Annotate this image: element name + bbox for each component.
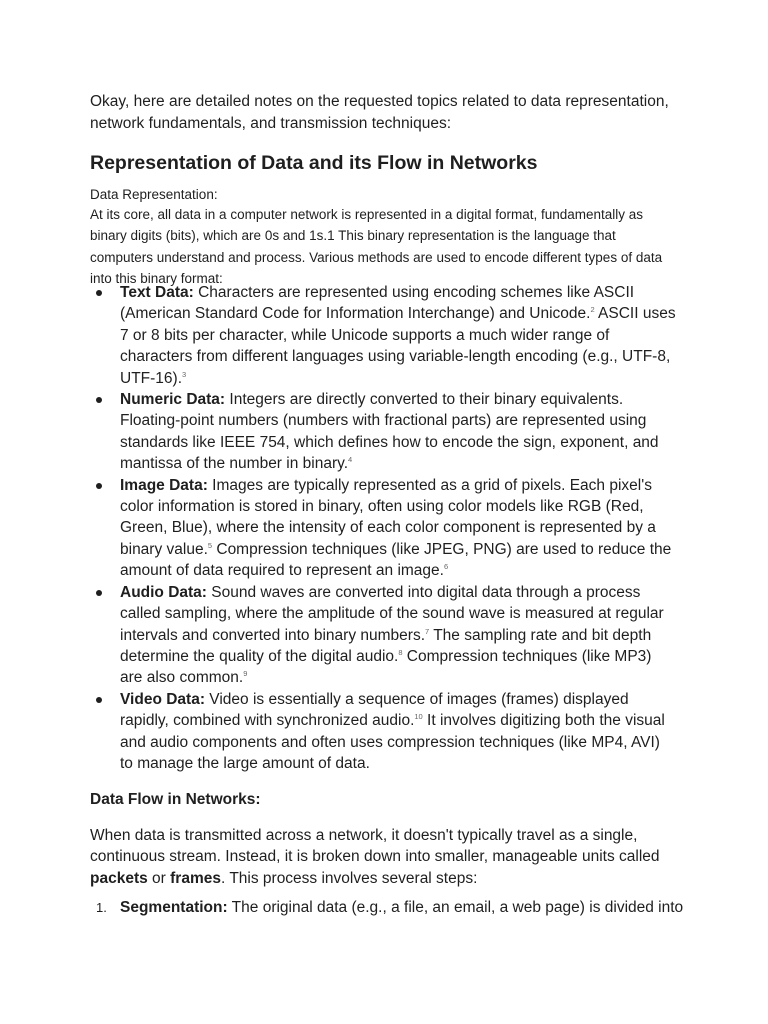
bullet-text: ASCII uses 7 or 8 bits per character, while Unicode supports a much wider range of characters from different languages using variable-length encoding (e.g., UTF-8, UTF-16).	[120, 305, 676, 387]
list-item	[96, 582, 676, 689]
bullet-text: Compression techniques (like MP3) are also common.	[120, 647, 652, 687]
footnote-ref[interactable]: 3	[182, 369, 187, 379]
footnote-ref[interactable]: 2	[590, 305, 595, 315]
data-representation-paragraph: At its core, all data in a computer network is represented in a digital format, fundamentally as binary digits (bits), which are 0s and 1s.1 This binary representation is the language that computers understand and process. Various methods are used to encode different types of data into this binary format:	[90, 207, 663, 286]
data-flow-paragraph	[90, 825, 676, 889]
steps-list	[96, 897, 684, 919]
section-heading: Representation of Data and its Flow in Networks	[90, 152, 538, 174]
footnote-ref[interactable]: 6	[443, 562, 449, 572]
bullet-icon	[96, 397, 102, 403]
intro-paragraph: Okay, here are detailed notes on the requested topics related to data representation, network fundamentals, and transmission techniques:	[90, 93, 669, 132]
paragraph-text: When data is transmitted across a network, it doesn't typically travel as a single, continuous stream. Instead, it is broken down into smaller, manageable units called	[90, 827, 660, 866]
footnote-ref[interactable]: 10	[414, 712, 423, 722]
bullet-term: Text Data:	[120, 284, 194, 301]
data-types-list	[96, 282, 676, 774]
step-term: Segmentation:	[120, 899, 228, 916]
footnote-ref[interactable]: 8	[398, 647, 403, 657]
bullet-icon	[96, 483, 102, 489]
bullet-term: Video Data:	[120, 690, 205, 708]
bullet-text: The sampling rate and bit depth determine the quality of the digital audio.	[120, 626, 652, 665]
bullet-text: Characters are represented using encoding schemes like ASCII (American Standard Code for Information Interchange) and Unicode.	[120, 284, 635, 323]
step-text: The original data (e.g., a file, an email, a web page) is divided into	[227, 899, 684, 916]
bullet-text: Video is essentially a sequence of images (frames) displayed rapidly, combined with synchronized audio.	[120, 690, 629, 730]
footnote-ref[interactable]: 7	[425, 626, 430, 636]
bullet-text: Integers are directly converted to their binary equivalents. Floating-point numbers (numbers with fractional parts) are represented using standards like IEEE 754, which defines how to encode the sign, exponent, and mantissa of the number in binary.	[120, 391, 659, 473]
footnote-ref[interactable]: 5	[207, 540, 213, 550]
bullet-term: Image Data:	[120, 476, 208, 494]
bullet-text: It involves digitizing both the visual and audio components and often uses compression techniques (like MP4, AVI) to manage the large amount of data.	[120, 712, 665, 772]
emphasis-frames: frames	[170, 869, 221, 887]
bullet-text: Sound waves are converted into digital data through a process called sampling, where the amplitude of the sound wave is measured at regular intervals and converted into binary numbers.	[120, 583, 664, 644]
list-item	[96, 282, 676, 389]
bullet-term: Audio Data:	[120, 583, 207, 601]
bullet-icon	[96, 590, 102, 596]
emphasis-packets: packets	[90, 869, 148, 887]
list-item	[96, 689, 676, 775]
bullet-text: Compression techniques (like JPEG, PNG) are used to reduce the amount of data required to represent an image.	[120, 540, 672, 580]
step-number: 1.	[96, 900, 107, 915]
paragraph-text: or	[147, 869, 171, 887]
data-flow-heading: Data Flow in Networks:	[90, 791, 261, 808]
bullet-icon	[96, 290, 102, 296]
paragraph-text: . This process involves several steps:	[220, 869, 478, 887]
footnote-ref[interactable]: 4	[348, 455, 353, 465]
data-representation-label: Data Representation:	[90, 187, 218, 202]
footnote-ref[interactable]: 9	[243, 669, 248, 679]
list-item	[96, 389, 676, 475]
list-item	[96, 897, 684, 919]
bullet-term: Numeric Data:	[120, 391, 226, 409]
bullet-icon	[96, 697, 102, 703]
list-item	[96, 475, 676, 582]
bullet-text: Images are typically represented as a grid of pixels. Each pixel's color information is stored in binary, often using color models like RGB (Red, Green, Blue), where the intensity of each color component is represented by a binary value.	[120, 476, 656, 558]
